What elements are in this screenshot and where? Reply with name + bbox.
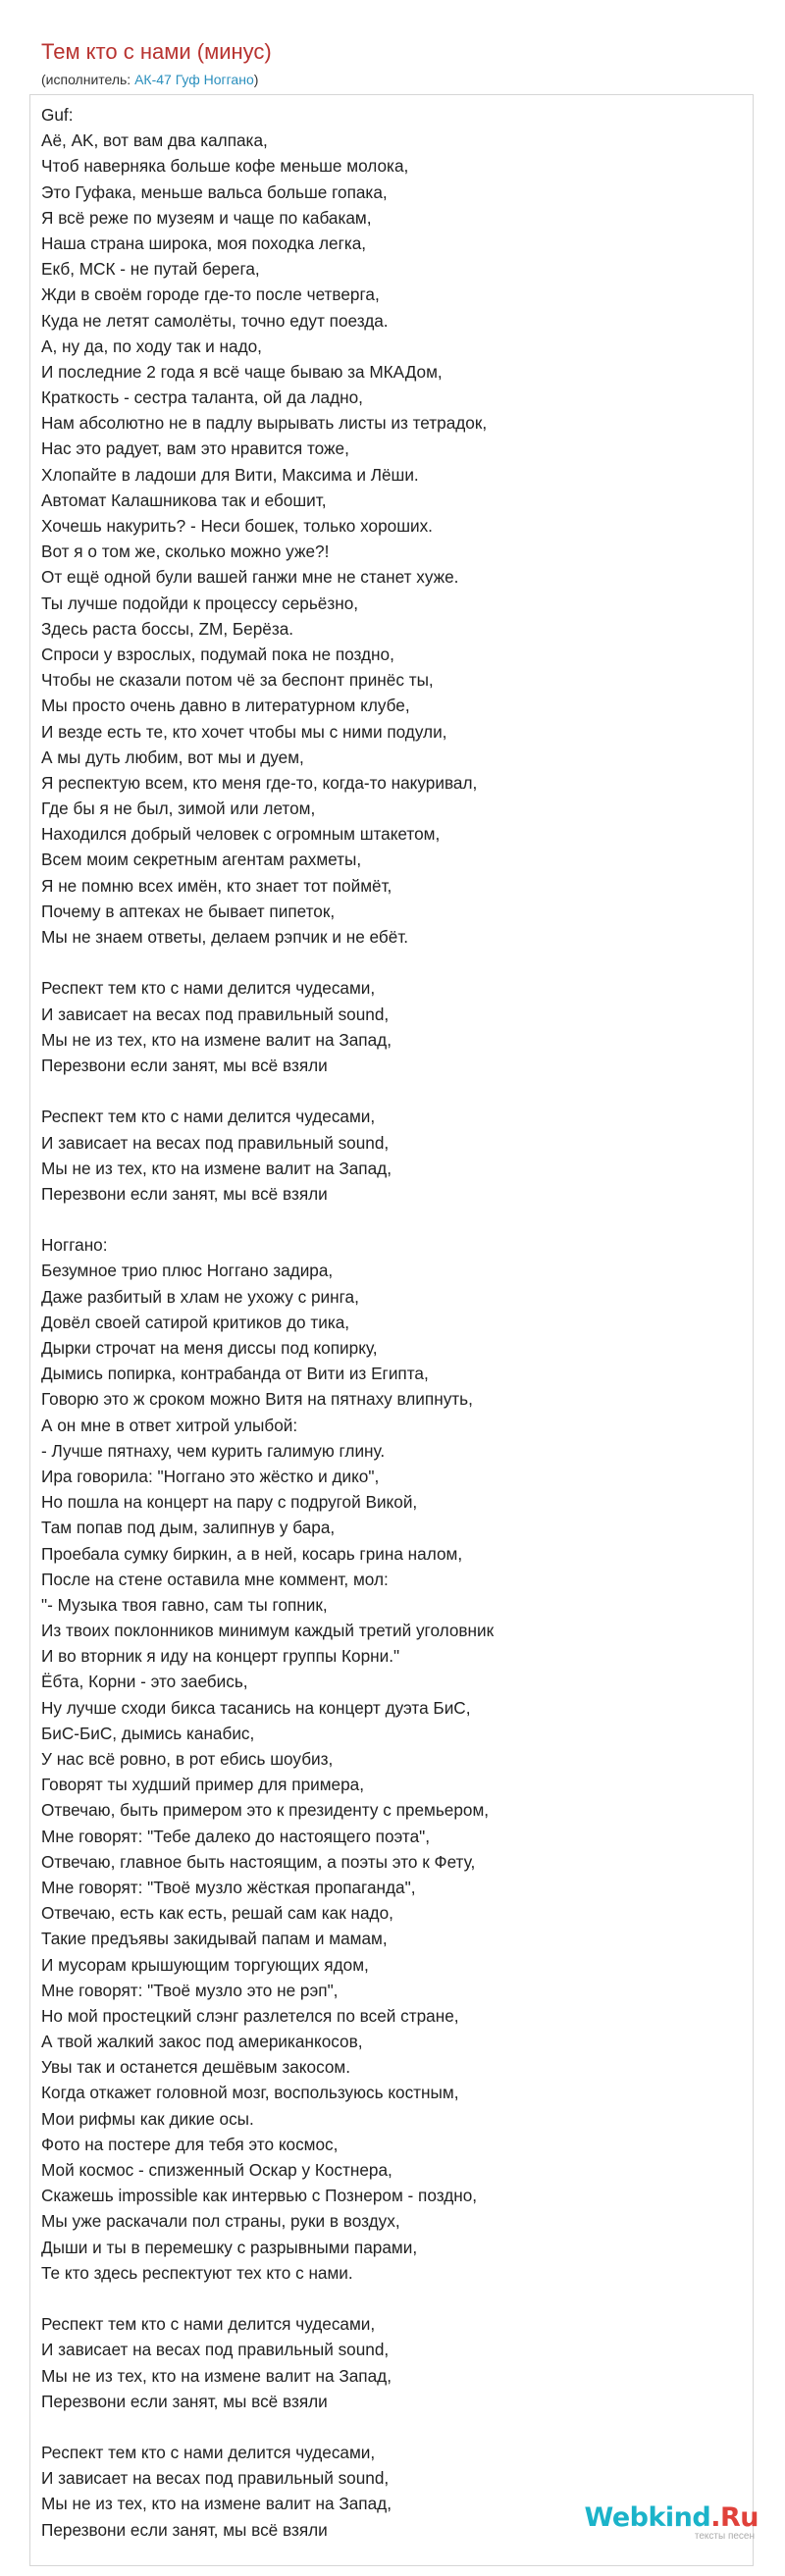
lyric-line: Отвечаю, быть примером это к президенту с премьером, — [41, 1800, 490, 1821]
artist-byline — [41, 72, 258, 87]
lyric-line: Проебала сумку биркин, а в ней, косарь грина налом, — [41, 1543, 463, 1564]
lyric-line: А твой жалкий закос под американкосов, — [41, 2032, 363, 2052]
lyric-line: Увы так и останется дешёвым закосом. — [41, 2057, 351, 2078]
lyric-line: Когда откажет головной мозг, воспользуюсь костным, — [41, 2083, 459, 2103]
lyric-line: Те кто здесь респектуют тех кто с нами. — [41, 2262, 353, 2283]
lyric-line: Guf: — [41, 105, 74, 125]
lyric-line: Мне говорят: "Тебе далеко до настоящего поэта", — [41, 1826, 431, 1846]
lyric-line: Чтоб наверняка больше кофе меньше молока, — [41, 156, 409, 177]
stanza-gap — [41, 1207, 748, 1232]
lyric-line: БиС-БиС, дымись канабис, — [41, 1723, 255, 1743]
lyric-line: - Лучше пятнаху, чем курить галимую глину. — [41, 1440, 386, 1461]
lyric-line: Ира говорила: "Ноггано это жёстко и дико", — [41, 1466, 380, 1486]
lyric-line: И везде есть те, кто хочет чтобы мы с ними подули, — [41, 721, 447, 742]
lyric-line: И зависает на весах под правильный sound, — [41, 2340, 390, 2360]
lyric-line: Я респектую всем, кто меня где-то, когда-то накуривал, — [41, 772, 478, 793]
lyric-line: Даже разбитый в хлам не ухожу с ринга, — [41, 1286, 359, 1307]
site-logo[interactable] — [585, 2503, 759, 2542]
lyric-line: Мы просто очень давно в литературном клубе, — [41, 696, 410, 716]
logo-brand-name: Webkind — [584, 2502, 711, 2533]
byline-suffix: ) — [253, 72, 259, 87]
lyric-line: Ёбта, Корни - это заебись, — [41, 1672, 248, 1692]
lyric-line: А он мне в ответ хитрой улыбой: — [41, 1415, 298, 1435]
lyric-line: Аё, AK, вот вам два калпака, — [41, 130, 268, 151]
lyric-line: Дымись попирка, контрабанда от Вити из Египта, — [41, 1364, 429, 1384]
logo-brand-tld: .Ru — [710, 2502, 759, 2533]
lyric-line: Автомат Калашникова так и ебошит, — [41, 489, 327, 510]
lyric-line: Скажешь impossible как интервью с Познером - поздно, — [41, 2186, 478, 2206]
lyric-line: Безумное трио плюс Ноггано задира, — [41, 1261, 334, 1281]
stanza-gap — [41, 2286, 748, 2311]
lyric-line: И мусорам крышующим торгующих ядом, — [41, 1954, 369, 1975]
lyric-line: Мы не из тех, кто на измене валит на Запад, — [41, 1158, 392, 1178]
lyric-line: Говорю это ж сроком можно Витя на пятнаху влипнуть, — [41, 1389, 473, 1410]
lyric-line: Мне говорят: "Твоё музло это не рэп", — [41, 1980, 339, 2000]
lyric-line: Это Гуфака, меньше вальса больше гопака, — [41, 181, 388, 202]
lyric-line: Перезвони если занят, мы всё взяли — [41, 2391, 328, 2411]
lyric-line: Здесь раста боссы, ZM, Берёза. — [41, 618, 294, 639]
lyric-line: Мы не из тех, кто на измене валит на Запад, — [41, 2365, 392, 2386]
lyric-line: Перезвони если занят, мы всё взяли — [41, 2519, 328, 2540]
lyric-line: После на стене оставила мне коммент, мол: — [41, 1569, 389, 1589]
stanza-gap — [41, 1078, 748, 1104]
lyric-line: А мы дуть любим, вот мы и дуем, — [41, 747, 304, 767]
lyric-line: Мы уже раскачали пол страны, руки в воздух, — [41, 2211, 400, 2232]
logo-brand — [585, 2503, 759, 2533]
lyric-line: Респект тем кто с нами делится чудесами, — [41, 1107, 376, 1127]
lyric-line: Ну лучше сходи бикса тасанись на концерт дуэта БиС, — [41, 1697, 471, 1718]
lyric-line: Находился добрый человек с огромным штакетом, — [41, 824, 441, 845]
logo-tagline: тексты песен — [694, 2531, 755, 2542]
lyric-line: Мне говорят: "Твоё музло жёсткая пропаганда", — [41, 1877, 416, 1897]
lyric-line: Ты лучше подойди к процессу серьёзно, — [41, 592, 359, 613]
lyric-line: Чтобы не сказали потом чё за беспонт принёс ты, — [41, 670, 434, 691]
lyric-line: Нам абсолютно не в падлу вырывать листы из тетрадок, — [41, 413, 488, 434]
lyric-line: И зависает на весах под правильный sound, — [41, 2468, 390, 2489]
lyrics-text — [41, 102, 748, 2543]
lyric-line: Мы не из тех, кто на измене валит на Запад, — [41, 1029, 392, 1050]
stanza-gap — [41, 2414, 748, 2440]
lyric-line: А, ну да, по ходу так и надо, — [41, 335, 262, 356]
lyric-line: Фото на постере для тебя это космос, — [41, 2134, 339, 2154]
lyric-line: Там попав под дым, залипнув у бара, — [41, 1518, 336, 1538]
lyric-line: И во вторник я иду на концерт группы Корни." — [41, 1646, 400, 1667]
lyric-line: И последние 2 года я всё чаще бываю за МКАДом, — [41, 361, 443, 382]
lyric-line: Куда не летят самолёты, точно едут поезда. — [41, 310, 389, 331]
lyric-line: Вот я о том же, сколько можно уже?! — [41, 541, 330, 562]
lyric-line: "- Музыка твоя гавно, сам ты гопник, — [41, 1594, 328, 1615]
lyric-line: От ещё одной були вашей ганжи мне не станет хуже. — [41, 567, 459, 588]
lyric-line: Мы не из тех, кто на измене валит на Запад, — [41, 2494, 392, 2514]
page-title: Тем кто с нами (минус) — [41, 39, 272, 64]
lyric-line: Я не помню всех имён, кто знает тот поймёт, — [41, 875, 392, 896]
lyric-line: Мы не знаем ответы, делаем рэпчик и не ебёт. — [41, 927, 409, 947]
lyric-line: Говорят ты худший пример для примера, — [41, 1775, 364, 1795]
byline-prefix: (исполнитель: — [41, 72, 135, 87]
lyric-line: Мои рифмы как дикие осы. — [41, 2108, 254, 2129]
lyric-line: Спроси у взрослых, подумай пока не поздно, — [41, 644, 394, 664]
stanza-gap — [41, 950, 748, 975]
lyric-line: Отвечаю, главное быть настоящим, а поэты это к Фету, — [41, 1851, 476, 1872]
lyric-line: Екб, МСК - не путай берега, — [41, 259, 260, 280]
lyric-line: И зависает на весах под правильный sound, — [41, 1132, 390, 1153]
lyric-line: Дырки строчат на меня диссы под копирку, — [41, 1338, 378, 1358]
lyric-line: Перезвони если занят, мы всё взяли — [41, 1183, 328, 1204]
lyric-line: Я всё реже по музеям и чаще по кабакам, — [41, 207, 372, 228]
artist-link-ak47[interactable]: АК-47 — [134, 72, 172, 87]
lyric-line: Отвечаю, есть как есть, решай сам как надо, — [41, 1903, 393, 1924]
lyric-line: У нас всё ровно, в рот ебись шоубиз, — [41, 1749, 334, 1769]
lyric-line: Но пошла на концерт на пару с подругой Викой, — [41, 1492, 418, 1513]
lyric-line: Почему в аптеках не бывает пипеток, — [41, 901, 336, 921]
lyric-line: Дыши и ты в перемешку с разрывными парами, — [41, 2237, 418, 2257]
lyric-line: Респект тем кто с нами делится чудесами, — [41, 978, 376, 999]
lyric-line: Хочешь накурить? - Неси бошек, только хороших. — [41, 516, 433, 536]
lyric-line: Перезвони если занят, мы всё взяли — [41, 1055, 328, 1075]
lyric-line: Респект тем кто с нами делится чудесами, — [41, 2314, 376, 2335]
lyric-line: Довёл своей сатирой критиков до тика, — [41, 1312, 350, 1332]
lyric-line: Нас это радует, вам это нравится тоже, — [41, 438, 349, 459]
lyric-line: Всем моим секретным агентам рахметы, — [41, 850, 362, 870]
lyric-line: Такие предъявы закидывай папам и мамам, — [41, 1929, 388, 1949]
lyric-line: Жди в своём городе где-то после четверга, — [41, 284, 380, 305]
lyric-line: Но мой простецкий слэнг разлетелся по всей стране, — [41, 2005, 459, 2026]
lyric-line: Краткость - сестра таланта, ой да ладно, — [41, 387, 363, 408]
lyric-line: Хлопайте в ладоши для Вити, Максима и Лёши. — [41, 464, 419, 485]
lyric-line: Ноггано: — [41, 1235, 108, 1256]
lyric-line: Респект тем кто с нами делится чудесами, — [41, 2443, 376, 2463]
lyric-line: Наша страна широка, моя походка легка, — [41, 232, 367, 253]
lyric-line: Мой космос - спизженный Оскар у Костнера, — [41, 2160, 392, 2180]
artist-link-guf[interactable]: Гуф — [175, 72, 200, 87]
lyric-line: Из твоих поклонников минимум каждый третий уголовник — [41, 1621, 495, 1641]
lyric-line: И зависает на весах под правильный sound, — [41, 1004, 390, 1024]
artist-link-noggano[interactable]: Ноггано — [203, 72, 254, 87]
lyric-line: Где бы я не был, зимой или летом, — [41, 799, 316, 819]
